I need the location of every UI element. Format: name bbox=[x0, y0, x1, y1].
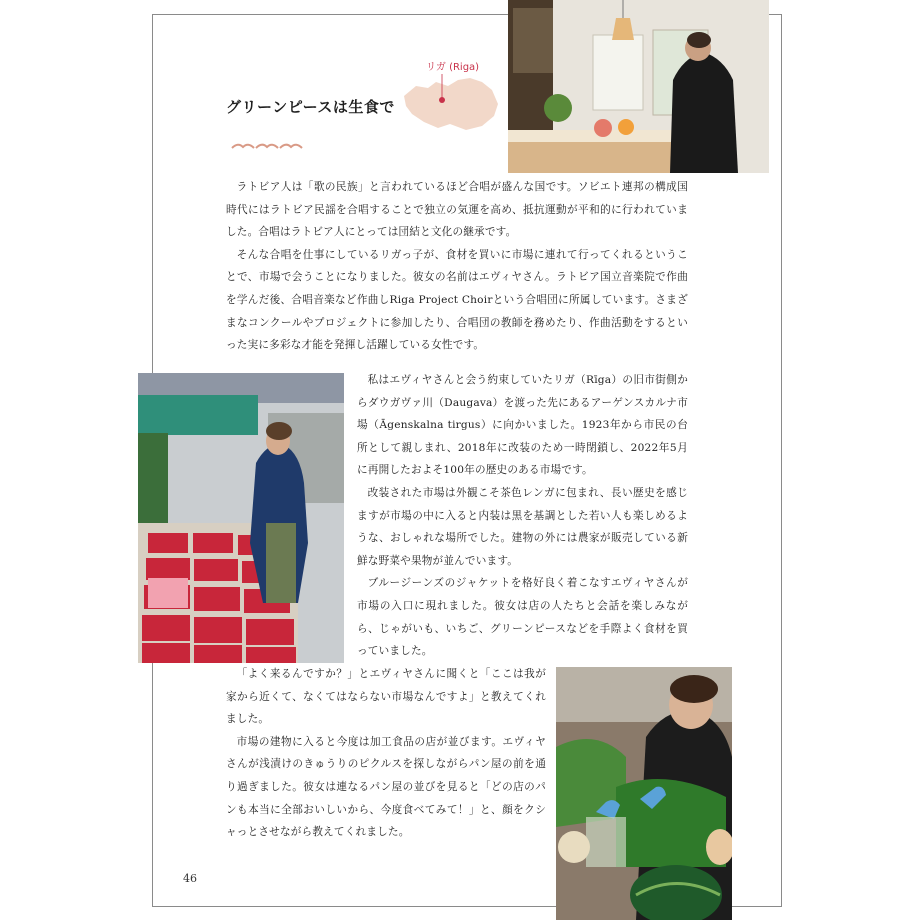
intro-paragraph-2: そんな合唱を仕事にしているリガっ子が、食材を買いに市場に連れて行ってくれるということで、市場で会うことになりました。彼女の名前はエヴィヤさん。ラトビア国立音楽院で作曲を学んだ後、合唱音楽など作曲しRiga Project Choirという合唱団に所属しています。さまざまなコンクールやプロジェクトに参加したり、合唱団の教師を務めたり、作曲活動をするといった実に多彩な才能を発揮し活躍している女性です。 bbox=[226, 248, 688, 352]
page-number: 46 bbox=[183, 872, 197, 885]
kitchen-photo bbox=[508, 0, 769, 173]
dialog-paragraph: 「よく来るんですか？」とエヴィヤさんに聞くと「ここは我が家から近くて、なくてはならない市場なんですよ」と教えてくれました。 bbox=[226, 668, 546, 726]
map-label: リガ (Riga) bbox=[426, 62, 480, 73]
herb-stall-photo bbox=[556, 667, 732, 920]
last-paragraph: 市場の建物に入ると今度は加工食品の店が並びます。エヴィヤさんが浅漬けのきゅうりのピクルスを探しながらパン屋の前を通り過ぎました。彼女は連なるパン屋の並びを見ると「どの店のパンも本当に全部おいしいから、今度食べてみて！」と、顔をクシャっとさせながら教えてくれました。 bbox=[226, 735, 546, 839]
market-text bbox=[357, 369, 688, 663]
bottom-text bbox=[226, 663, 546, 844]
market-paragraph-1: 私はエヴィヤさんと会う約束していたリガ（Rīga）の旧市街側からダウガヴァ川（Daugava）を渡った先にあるアーゲンスカルナ市場（Āgenskalna tirgus）に向かいました。1923年から市民の台所として親しまれ、2018年に改装のため一時閉鎖し、2022年5月に再開したおよそ100年の歴史のある市場です。 bbox=[357, 374, 688, 477]
page-title: グリーンピースは生食で bbox=[226, 98, 395, 116]
birds-decoration bbox=[230, 139, 304, 153]
market-paragraph-2: 改装された市場は外観こそ茶色レンガに包まれ、長い歴史を感じますが市場の中に入ると内装は黒を基調とした若い人も楽しめるような、おしゃれな場所でした。建物の外には農家が販売している新鮮な野菜や果物が並んでいます。 bbox=[357, 486, 688, 567]
market-paragraph-3: ブルージーンズのジャケットを格好良く着こなすエヴィヤさんが市場の入口に現れました。彼女は店の人たちと会話を楽しみながら、じゃがいも、いちご、グリーンピースなどを手際よく食材を買っていました。 bbox=[357, 577, 688, 658]
market-photo bbox=[138, 373, 344, 663]
intro-text bbox=[226, 176, 688, 357]
latvia-map-icon bbox=[400, 52, 504, 136]
intro-paragraph-1: ラトビア人は「歌の民族」と言われているほど合唱が盛んな国です。ソビエト連邦の構成国時代にはラトビア民謡を合唱することで独立の気運を高め、抵抗運動が平和的に行われていました。合唱はラトビア人にとっては団結と文化の継承です。 bbox=[226, 181, 688, 239]
